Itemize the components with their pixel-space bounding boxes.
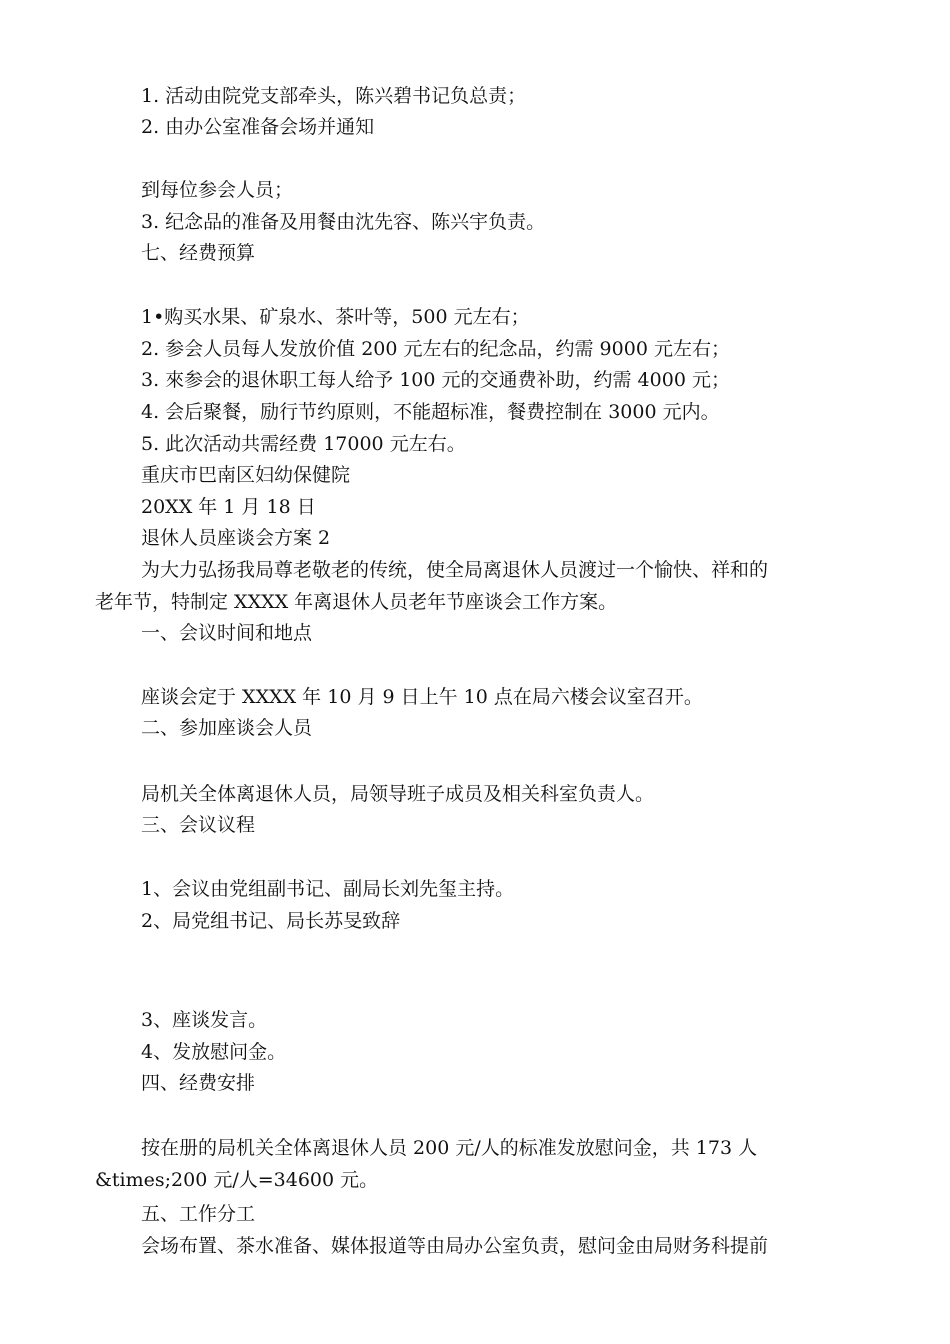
funding-text-line-1: 按在册的局机关全体离退休人员 200 元/人的标准发放慰问金，共 173 人 (141, 1137, 758, 1159)
intro-paragraph-line-1: 为大力弘扬我局尊老敬老的传统，使全局离退休人员渡过一个愉快、祥和的 (141, 559, 769, 581)
responsibility-item-1: 1. 活动由院党支部牵头，陈兴碧书记负总责； (141, 85, 527, 107)
funding-text-line-2: &times;200 元/人=34600 元。 (95, 1169, 379, 1191)
agenda-item-3: 3、座谈发言。 (141, 1009, 268, 1031)
budget-item-3: 3. 來参会的退休职工每人给予 100 元的交通费补助，约需 4000 元； (141, 369, 730, 391)
budget-item-1: 1•购买水果、矿泉水、茶叶等，500 元左右； (141, 306, 530, 328)
agenda-item-4: 4、发放慰问金。 (141, 1041, 287, 1063)
intro-paragraph-line-2: 老年节，特制定 XXXX 年离退休人员老年节座谈会工作方案。 (95, 591, 618, 613)
section-heading-funding: 四、经费安排 (141, 1072, 256, 1094)
attendees-text: 局机关全体离退休人员，局领导班子成员及相关科室负责人。 (141, 783, 655, 805)
agenda-item-1: 1、会议由党组副书记、副局长刘先玺主持。 (141, 878, 515, 900)
responsibility-item-3: 3. 纪念品的准备及用餐由沈先容、陈兴宇负责。 (141, 211, 546, 233)
document-date: 20XX 年 1 月 18 日 (141, 496, 316, 518)
section-heading-division-of-work: 五、工作分工 (141, 1203, 256, 1225)
budget-item-4: 4. 会后聚餐，励行节约原则，不能超标准，餐费控制在 3000 元内。 (141, 401, 720, 423)
section-heading-budget: 七、经费预算 (141, 242, 256, 264)
organization-signature: 重庆市巴南区妇幼保健院 (141, 464, 351, 486)
meeting-time-place-text: 座谈会定于 XXXX 年 10 月 9 日上午 10 点在局六楼会议室召开。 (141, 686, 703, 708)
plan-2-title: 退休人员座谈会方案 2 (141, 527, 331, 549)
responsibility-item-2-continued: 到每位参会人员； (141, 179, 294, 201)
section-heading-time-place: 一、会议时间和地点 (141, 622, 313, 644)
section-heading-attendees: 二、参加座谈会人员 (141, 717, 313, 739)
responsibility-item-2: 2. 由办公室准备会场并通知 (141, 116, 375, 138)
budget-item-2: 2. 参会人员每人发放价值 200 元左右的纪念品，约需 9000 元左右； (141, 338, 730, 360)
section-heading-agenda: 三、会议议程 (141, 814, 256, 836)
agenda-item-2: 2、局党组书记、局长苏旻致辞 (141, 910, 401, 932)
division-of-work-text: 会场布置、茶水准备、媒体报道等由局办公室负责，慰问金由局财务科提前 (141, 1235, 769, 1257)
budget-item-5: 5. 此次活动共需经费 17000 元左右。 (141, 433, 466, 455)
